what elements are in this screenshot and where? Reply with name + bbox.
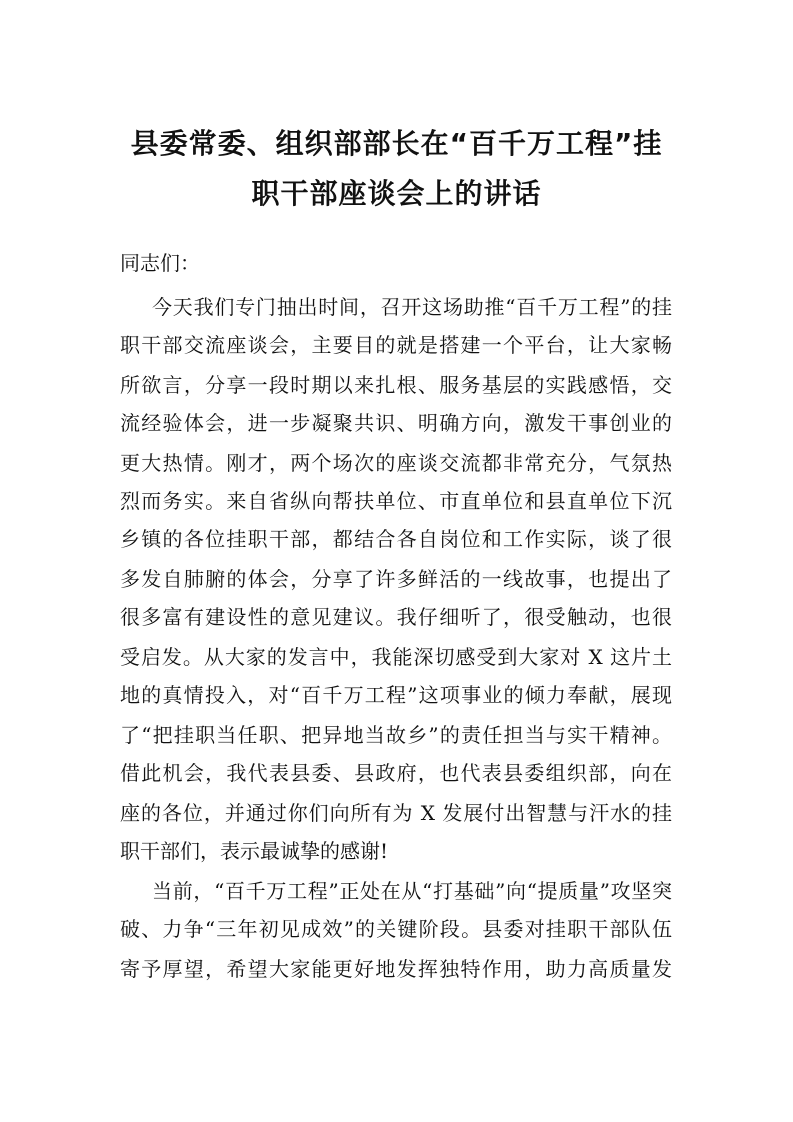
paragraph-1-line: 了“把挂职当任职、把异地当故乡”的责任担当与实干精神。 — [120, 723, 672, 747]
paragraph-2-line: 破、力争“三年初见成效”的关键阶段。县委对挂职干部队伍 — [120, 917, 672, 941]
paragraph-1-line: 更大热情。刚才，两个场次的座谈交流都非常充分，气氛热 — [120, 451, 672, 475]
paragraph-1-line: 流经验体会，进一步凝聚共识、明确方向，激发干事创业的 — [120, 411, 672, 435]
document-title-line-2: 职干部座谈会上的讲话 — [251, 177, 542, 210]
paragraph-2-line: 当前，“百千万工程”正处在从“打基础”向“提质量”攻坚突 — [152, 879, 672, 903]
paragraph-1-line: 地的真情投入，对“百千万工程”这项事业的倾力奉献，展现 — [120, 683, 672, 707]
paragraph-1-line: 借此机会，我代表县委、县政府，也代表县委组织部，向在 — [120, 761, 672, 785]
paragraph-1-line: 多发自肺腑的体会，分享了许多鲜活的一线故事，也提出了 — [120, 567, 672, 591]
paragraph-1-line: 乡镇的各位挂职干部，都结合各自岗位和工作实际，谈了很 — [120, 527, 672, 551]
document-title-line-1: 县委常委、组织部部长在“百千万工程”挂 — [130, 127, 663, 160]
paragraph-1-line: 职干部们，表示最诚挚的感谢! — [120, 839, 389, 863]
paragraph-1-line: 今天我们专门抽出时间，召开这场助推“百千万工程”的挂 — [152, 295, 672, 319]
paragraph-1-line: 职干部交流座谈会，主要目的就是搭建一个平台，让大家畅 — [120, 333, 672, 357]
paragraph-1-line: 受启发。从大家的发言中，我能深切感受到大家对 X 这片土 — [120, 645, 672, 669]
paragraph-1-line: 很多富有建设性的意见建议。我仔细听了，很受触动，也很 — [120, 605, 672, 629]
paragraph-1-line: 座的各位，并通过你们向所有为 X 发展付出智慧与汗水的挂 — [120, 801, 672, 825]
paragraph-1-line: 烈而务实。来自省纵向帮扶单位、市直单位和县直单位下沉 — [120, 489, 672, 513]
salutation: 同志们： — [120, 251, 200, 275]
paragraph-2-line: 寄予厚望，希望大家能更好地发挥独特作用，助力高质量发 — [120, 957, 672, 981]
paragraph-1-line: 所欲言，分享一段时期以来扎根、服务基层的实践感悟，交 — [120, 373, 672, 397]
